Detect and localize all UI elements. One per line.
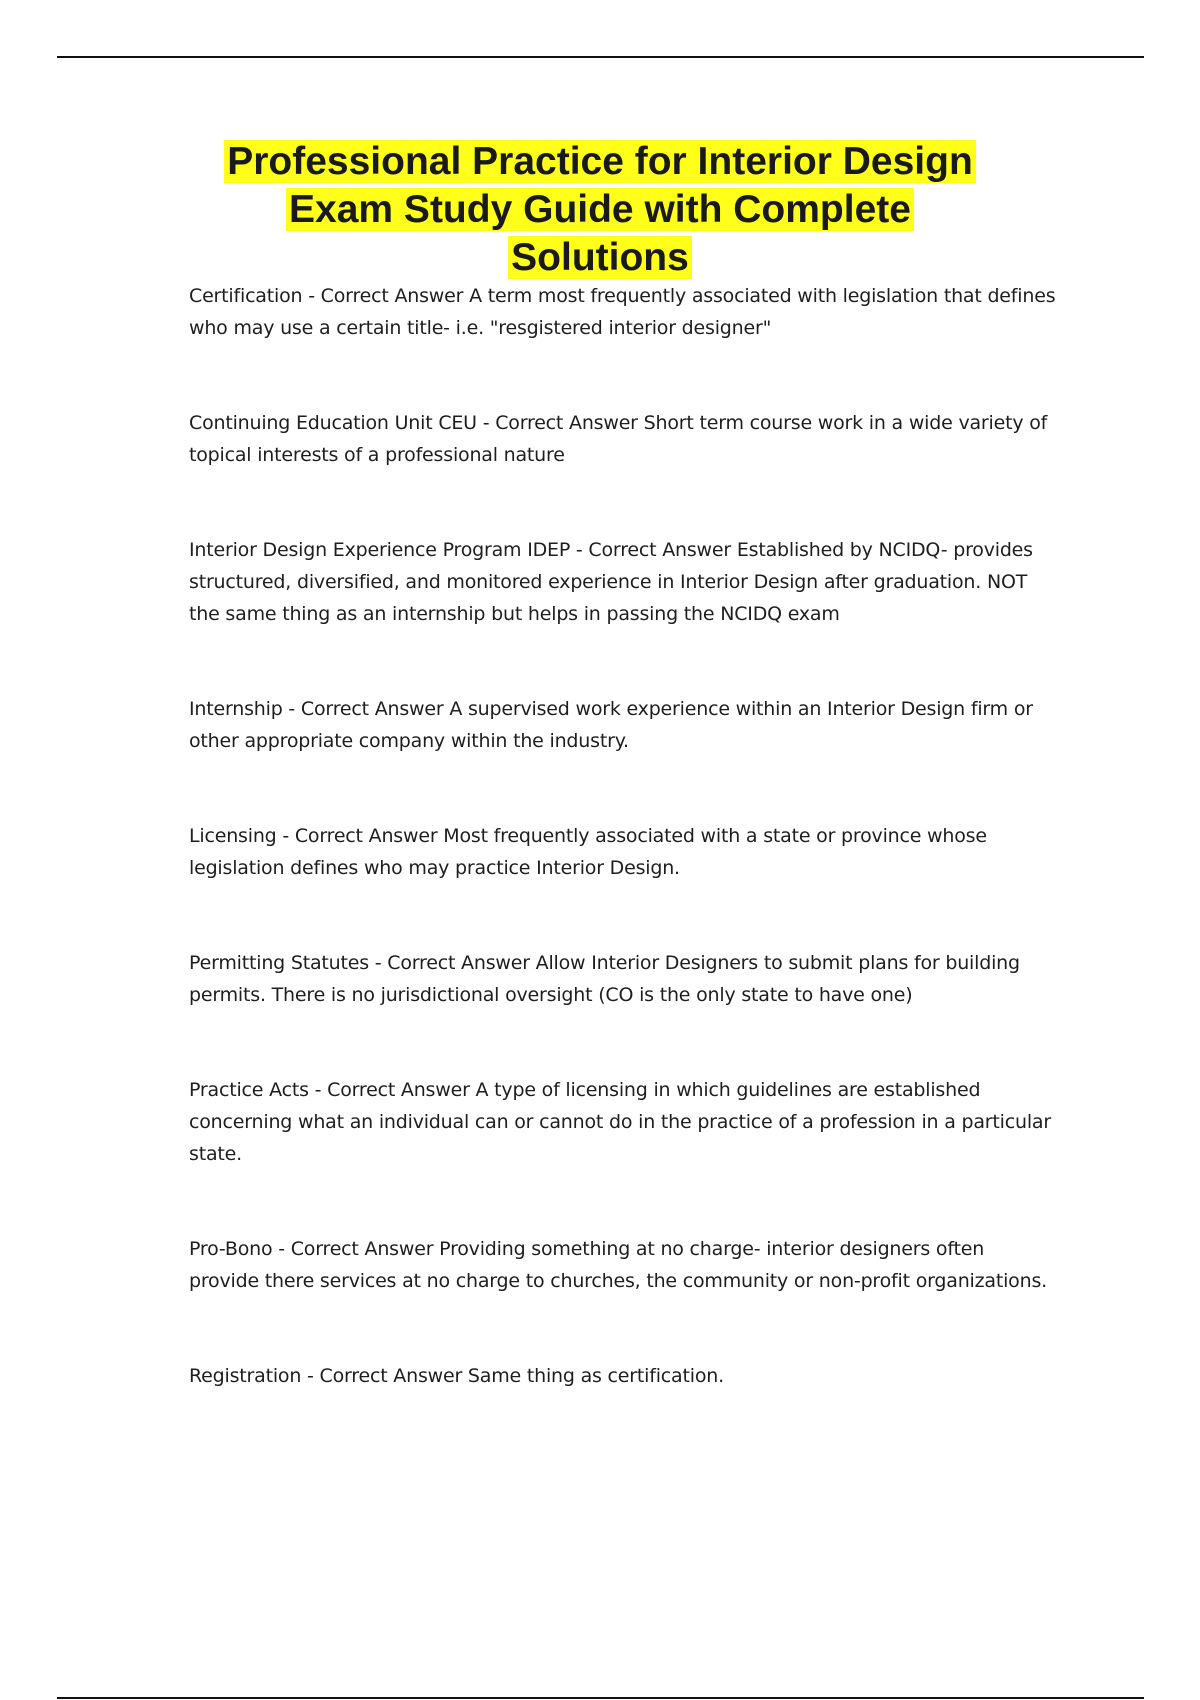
glossary-entry-practice-acts: Practice Acts - Correct Answer A type of licensing in which guidelines are established concerning what an individual can or cannot do in the practice of a profession in a particular state. xyxy=(189,1079,1051,1165)
glossary-entry-permitting-statutes: Permitting Statutes - Correct Answer Allow Interior Designers to submit plans for building permits. There is no jurisdictional oversight (CO is the only state to have one) xyxy=(189,952,1020,1006)
glossary-entry-internship: Internship - Correct Answer A supervised work experience within an Interior Design firm or other appropriate company within the industry. xyxy=(189,698,1033,752)
glossary-entry-certification: Certification - Correct Answer A term most frequently associated with legislation that defines who may use a certain title- i.e. "resgistered interior designer" xyxy=(189,285,1056,339)
footer-rule xyxy=(57,1697,1144,1699)
document-title-line: Exam Study Guide with Complete xyxy=(286,188,914,231)
document-title xyxy=(100,138,1100,282)
glossary-entry-licensing: Licensing - Correct Answer Most frequently associated with a state or province whose legislation defines who may practice Interior Design. xyxy=(189,825,987,879)
glossary-entry-ceu: Continuing Education Unit CEU - Correct Answer Short term course work in a wide variety of topical interests of a professional nature xyxy=(189,412,1048,466)
header-rule xyxy=(57,56,1144,58)
glossary-entry-pro-bono: Pro-Bono - Correct Answer Providing something at no charge- interior designers often provide there services at no charge to churches, the community or non-profit organizations. xyxy=(189,1238,1047,1292)
glossary-entry-registration: Registration - Correct Answer Same thing as certification. xyxy=(189,1365,724,1387)
glossary-entry-idep: Interior Design Experience Program IDEP - Correct Answer Established by NCIDQ- provides structured, diversified, and monitored experience in Interior Design after graduation. NOT the same thing as an internship but helps in passing the NCIDQ exam xyxy=(189,539,1033,625)
document-title-line: Solutions xyxy=(508,236,692,279)
glossary-list xyxy=(189,280,1059,1455)
document-title-line: Professional Practice for Interior Design xyxy=(224,140,976,183)
